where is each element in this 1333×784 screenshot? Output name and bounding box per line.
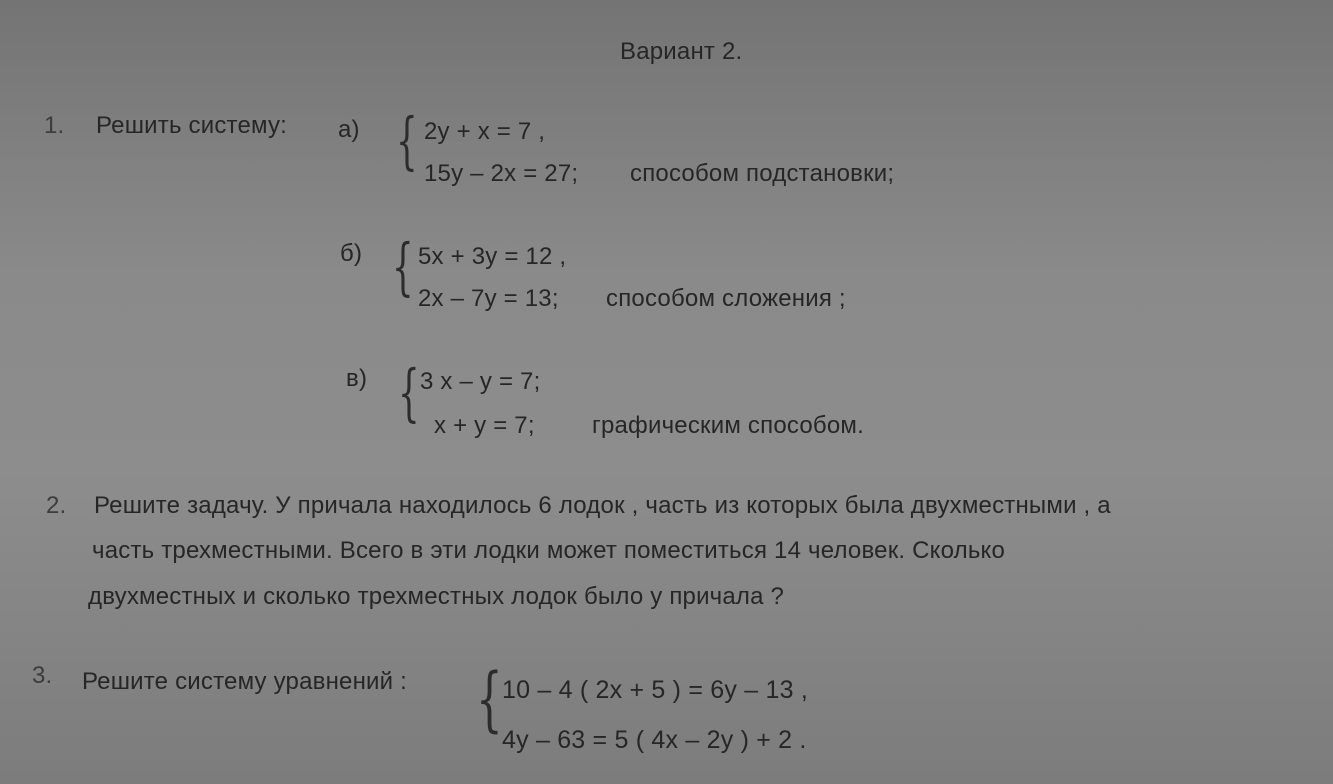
system-brace-icon: { <box>398 356 420 429</box>
task1a-label: а) <box>338 116 360 143</box>
task1b-equation-2: 2x – 7y = 13; <box>418 285 559 312</box>
task3-number: 3. <box>32 662 53 689</box>
task3-equation-1: 10 – 4 ( 2x + 5 ) = 6y – 13 , <box>502 676 808 704</box>
task1b-label: б) <box>340 240 363 267</box>
task1-number: 1. <box>44 112 65 139</box>
task3-equation-2: 4y – 63 = 5 ( 4x – 2y ) + 2 . <box>502 726 807 754</box>
task1a-equation-2: 15y – 2x = 27; <box>424 160 579 187</box>
task2-line-3: двухместных и сколько трехместных лодок было у причала ? <box>88 583 785 610</box>
task1c-equation-2: x + y = 7; <box>434 412 535 439</box>
task2-line-1: Решите задачу. У причала находилось 6 лодок , часть из которых была двухместными , а <box>94 492 1111 519</box>
task2-line-2: часть трехместными. Всего в эти лодки может поместиться 14 человек. Сколько <box>92 537 1006 564</box>
task1b-method: способом сложения ; <box>606 285 846 312</box>
task1-title: Решить систему: <box>96 112 288 139</box>
task1c-equation-1: 3 x – y = 7; <box>420 368 541 395</box>
system-brace-icon: { <box>396 104 418 177</box>
task1c-label: в) <box>346 365 368 392</box>
system-brace-icon: { <box>392 230 414 303</box>
task3-title: Решите систему уравнений : <box>82 668 407 695</box>
task2-number: 2. <box>46 492 67 519</box>
system-brace-icon: { <box>476 658 503 740</box>
task1c-method: графическим способом. <box>592 412 864 439</box>
task1b-equation-1: 5x + 3y = 12 , <box>418 243 567 270</box>
task1a-method: способом подстановки; <box>630 160 895 187</box>
variant-title: Вариант 2. <box>620 38 743 65</box>
task1a-equation-1: 2y + x = 7 , <box>424 118 546 145</box>
